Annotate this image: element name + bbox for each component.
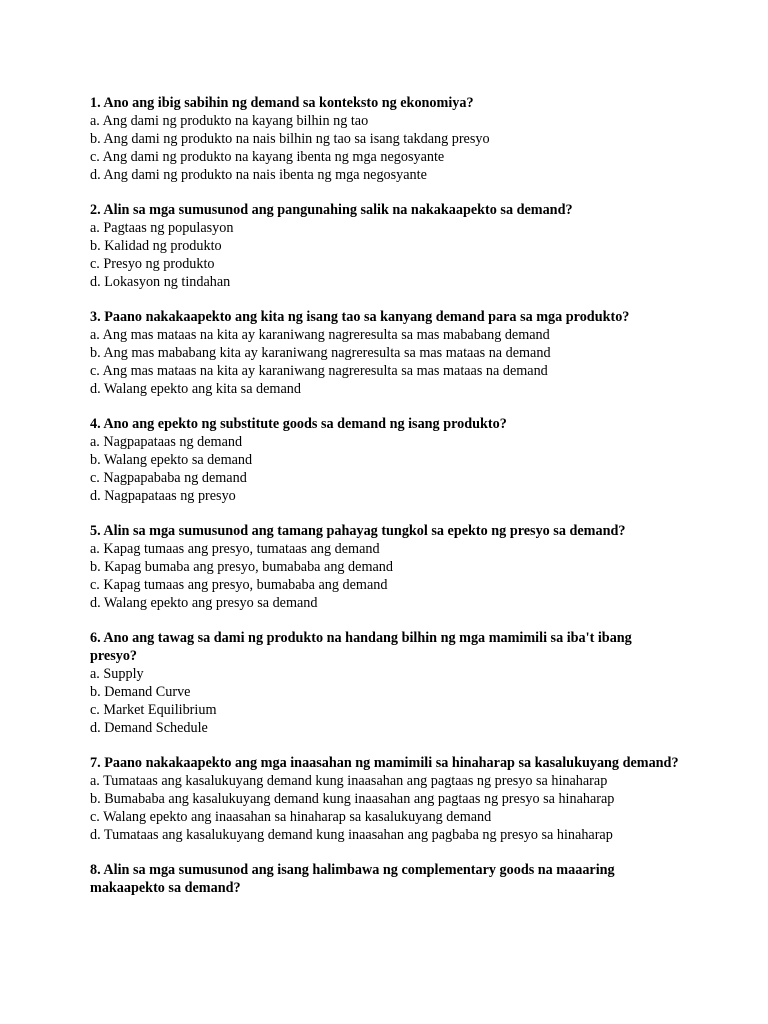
question-7 (90, 754, 680, 844)
question-8 (90, 861, 680, 897)
choice-b: b. Walang epekto sa demand (90, 452, 253, 468)
choice-c: c. Ang dami ng produkto na kayang ibenta ng mga negosyante (90, 149, 445, 165)
choice-d: d. Walang epekto ang kita sa demand (90, 381, 301, 397)
quiz-document (90, 94, 680, 914)
choice-b: b. Kalidad ng produkto (90, 238, 222, 254)
choice-a: a. Ang dami ng produkto na kayang bilhin ng tao (90, 113, 369, 129)
choice-a: a. Ang mas mataas na kita ay karaniwang nagreresulta sa mas mababang demand (90, 327, 550, 343)
choice-d: d. Walang epekto ang presyo sa demand (90, 595, 318, 611)
question-text: 1. Ano ang ibig sabihin ng demand sa konteksto ng ekonomiya? (90, 95, 474, 111)
choice-c: c. Walang epekto ang inaasahan sa hinaharap sa kasalukuyang demand (90, 809, 492, 825)
choice-b: b. Demand Curve (90, 684, 191, 700)
question-text: 5. Alin sa mga sumusunod ang tamang pahayag tungkol sa epekto ng presyo sa demand? (90, 523, 626, 539)
choice-a: a. Tumataas ang kasalukuyang demand kung inaasahan ang pagtaas ng presyo sa hinaharap (90, 773, 608, 789)
choice-a: a. Pagtaas ng populasyon (90, 220, 234, 236)
choice-d: d. Ang dami ng produkto na nais ibenta ng mga negosyante (90, 167, 427, 183)
question-text: 8. Alin sa mga sumusunod ang isang halimbawa ng complementary goods na maaaring makaapekto sa demand? (90, 862, 615, 896)
question-6 (90, 629, 680, 737)
choice-c: c. Market Equilibrium (90, 702, 217, 718)
question-text: 4. Ano ang epekto ng substitute goods sa demand ng isang produkto? (90, 416, 507, 432)
choice-c: c. Ang mas mataas na kita ay karaniwang nagreresulta sa mas mataas na demand (90, 363, 548, 379)
choice-c: c. Nagpapababa ng demand (90, 470, 247, 486)
question-1 (90, 94, 680, 184)
choice-b: b. Bumababa ang kasalukuyang demand kung inaasahan ang pagtaas ng presyo sa hinaharap (90, 791, 615, 807)
question-4 (90, 415, 680, 505)
question-text: 2. Alin sa mga sumusunod ang pangunahing salik na nakakaapekto sa demand? (90, 202, 573, 218)
question-3 (90, 308, 680, 398)
question-text: 6. Ano ang tawag sa dami ng produkto na handang bilhin ng mga mamimili sa iba't ibang presyo? (90, 630, 632, 664)
question-text: 3. Paano nakakaapekto ang kita ng isang tao sa kanyang demand para sa mga produkto? (90, 309, 630, 325)
choice-b: b. Ang dami ng produkto na nais bilhin ng tao sa isang takdang presyo (90, 131, 490, 147)
question-2 (90, 201, 680, 291)
choice-d: d. Lokasyon ng tindahan (90, 274, 231, 290)
choice-c: c. Presyo ng produkto (90, 256, 215, 272)
choice-d: d. Tumataas ang kasalukuyang demand kung inaasahan ang pagbaba ng presyo sa hinaharap (90, 827, 613, 843)
question-text: 7. Paano nakakaapekto ang mga inaasahan ng mamimili sa hinaharap sa kasalukuyang demand? (90, 755, 679, 771)
choice-d: d. Nagpapataas ng presyo (90, 488, 236, 504)
choice-a: a. Kapag tumaas ang presyo, tumataas ang demand (90, 541, 380, 557)
choice-b: b. Kapag bumaba ang presyo, bumababa ang demand (90, 559, 393, 575)
choice-d: d. Demand Schedule (90, 720, 208, 736)
choice-b: b. Ang mas mababang kita ay karaniwang nagreresulta sa mas mataas na demand (90, 345, 551, 361)
question-5 (90, 522, 680, 612)
choice-a: a. Nagpapataas ng demand (90, 434, 243, 450)
choice-c: c. Kapag tumaas ang presyo, bumababa ang demand (90, 577, 388, 593)
choice-a: a. Supply (90, 666, 144, 682)
